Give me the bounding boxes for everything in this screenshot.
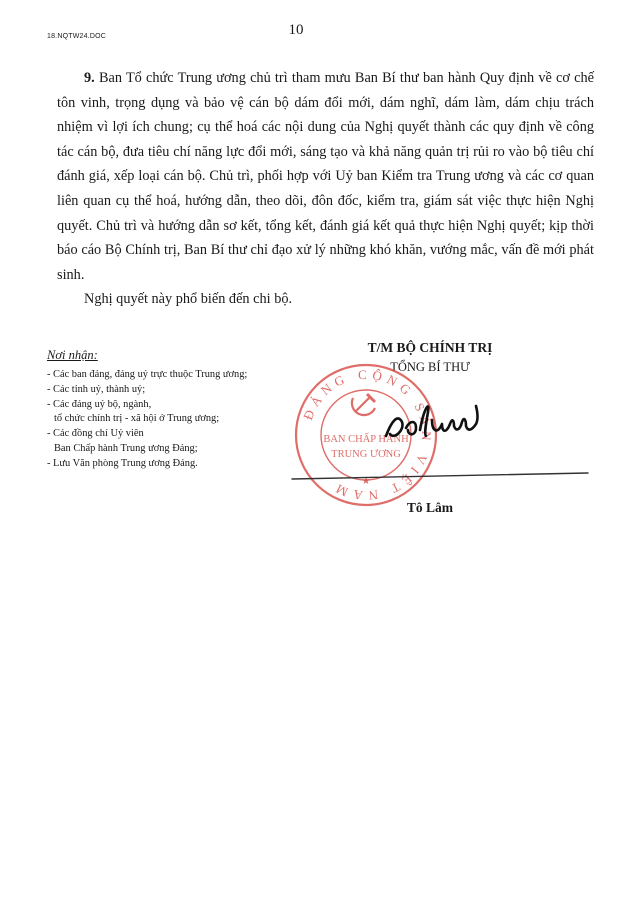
stamp-center-line-1: BAN CHẤP HÀNH <box>323 434 409 445</box>
recipients-title: Nơi nhận: <box>47 348 98 362</box>
recipients-list <box>47 368 307 472</box>
recipient-item: - Các tỉnh uỷ, thành uỷ; <box>47 383 146 395</box>
signer-name: Tô Lâm <box>406 500 454 515</box>
item-number: 9. <box>84 70 95 86</box>
paragraph-dissemination: Nghị quyết này phổ biến đến chi bộ. <box>84 291 293 307</box>
recipient-item: - Các đồng chí Uỷ viên <box>47 428 144 440</box>
stamp-center-line-2: TRUNG ƯƠNG <box>331 449 401 460</box>
recipient-item: Ban Chấp hành Trung ương Đảng; <box>54 442 198 454</box>
page-number: 10 <box>288 22 304 38</box>
star-icon: ★ <box>361 476 371 487</box>
signature-stroke-line <box>290 470 590 484</box>
recipients-block <box>47 348 307 472</box>
stamp-ring-text: ĐẢNG CỘNG SẢN VIỆT NAM <box>300 366 435 504</box>
hammer-sickle-icon <box>352 394 375 415</box>
recipient-item: tổ chức chính trị - xã hội ở Trung ương; <box>54 413 220 425</box>
signing-organization: T/M BỘ CHÍNH TRỊ <box>367 340 493 355</box>
paragraph-item-9 <box>57 66 594 287</box>
handwritten-signature <box>380 390 490 450</box>
recipient-item: - Các ban đảng, đảng uỷ trực thuộc Trung ương; <box>47 369 248 380</box>
item-text: Ban Tổ chức Trung ương chủ trì tham mưu Ban Bí thư ban hành Quy định về cơ chế tôn vinh, trọng dụng và bảo vệ cán bộ dám đổi mới, dám nghĩ, dám làm, dám chịu trách nhiệm vì lợi ích chung; cụ thể hoá các nội dung của Nghị quyết thành các quy định về công tác cán bộ, đưa tiêu chí năng lực đổi mới, sáng tạo và khả năng quản trị rủi ro vào bộ tiêu chí đánh giá, xếp loại cán bộ. Chủ trì, phối hợp với Uỷ ban Kiểm tra Trung ương và các cơ quan liên quan cụ thể hoá, hướng dẫn, theo dõi, đôn đốc, kiểm tra, giám sát việc thực hiện Nghị quyết. Chủ trì và hướng dẫn sơ kết, tổng kết, đánh giá kết quả thực hiện Nghị quyết; kịp thời báo cáo Bộ Chính trị, Ban Bí thư chỉ đạo xử lý những khó khăn, vướng mắc, vấn đề mới phát sinh. <box>57 70 594 283</box>
file-code: 18.NQTW24.DOC <box>47 33 106 40</box>
recipient-item: - Lưu Văn phòng Trung ương Đảng. <box>47 457 198 469</box>
recipient-item: - Các đảng uỷ bộ, ngành, <box>47 398 152 410</box>
signing-position: TỔNG BÍ THƯ <box>390 360 470 374</box>
